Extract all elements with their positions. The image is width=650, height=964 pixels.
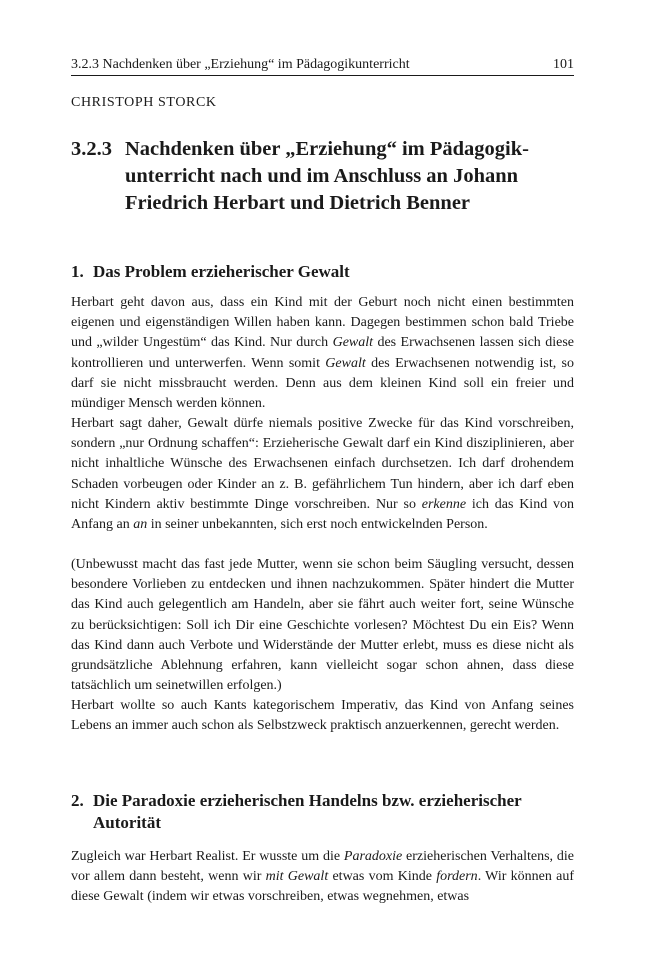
- chapter-title: [71, 136, 574, 217]
- emphasis: Gewalt: [325, 355, 366, 371]
- emphasis: fordern: [436, 869, 478, 885]
- running-head: [71, 56, 574, 76]
- section-number: 1.: [71, 262, 84, 281]
- author-name: CHRISTOPH STORCK: [71, 95, 217, 110]
- section-heading-1: [71, 261, 574, 283]
- paragraph: (Unbewusst macht das fast jede Mutter, wenn sie schon beim Säugling versucht, dessen besondere Vorlieben zu entdecken und ihnen nachzukommen. Später hindert die Mutter das Kind auch gelegentlich am Handeln, aber sie fährt auch weiter fort, seine Wünsche zu berücksichtigen: Soll ich Dir eine Geschichte vorlesen? Möchtest Du ein Eis? Wenn das Kind dann auch Verbote und Widerstände der Mutter erlebt, muss es diese nicht als grundsätzliche Ablehnung erfahren, kann vielleicht sogar schon ahnen, dass diese tatsächlich um seinetwillen erfolgen.): [71, 557, 574, 694]
- page-number: 101: [553, 57, 574, 72]
- paragraph: Herbart sagt daher, Gewalt dürfe niemals positive Zwecke für das Kind vorschreiben, sondern „nur Ordnung schaffen“: Erzieherische Gewalt darf ein Kind disziplinieren, aber nicht inhaltliche Wünsche des Erwachsenen einfach durchsetzen. Ich darf drohendem Schaden vorbeugen oder Kinder an z. B. gefährlichem Tun hindern, aber ich darf eben nicht Kindern aktiv bestimmte Dinge vorschreiben. Nur so erkenne ich das Kind von Anfang an an in seiner unbekannten, sich erst noch entwickelnden Person.: [71, 416, 574, 533]
- chapter-number: 3.2.3: [71, 138, 112, 160]
- paragraph: Herbart geht davon aus, dass ein Kind mit der Geburt noch nicht einen bestimmten eigenen und eigenständigen Willen haben kann. Dagegen bestimmen schon bald Triebe und „wilder Ungestüm“ das Kind. Nur durch Gewalt des Erwachsenen lassen sich diese kontrollieren und unterwerfen. Wenn somit Gewalt des Erwachsenen notwendig ist, so darf sie nicht missbraucht werden. Denn aus dem kleinen Kind soll ein freier und mündiger Mensch werden können.: [71, 295, 575, 412]
- emphasis: Gewalt: [332, 335, 374, 351]
- paragraph: Herbart wollte so auch Kants kategorischem Imperativ, das Kind von Anfang seines Lebens an immer auch schon als Selbstzweck praktisch anzuerkennen, gerecht werden.: [71, 698, 574, 734]
- emphasis: erkenne: [421, 496, 467, 512]
- emphasis: an: [133, 517, 148, 533]
- section-title: Die Paradoxie erzieherischen Handelns bzw. erzieherischer Autorität: [93, 791, 522, 832]
- chapter-title-text: Nachdenken über „Erziehung“ im Pädagogikunterricht nach und im Anschluss an Johann Friedrich Herbart und Dietrich Benner: [125, 138, 529, 214]
- section-title: Das Problem erzieherischer Gewalt: [93, 262, 350, 281]
- section-heading-2: [71, 790, 574, 834]
- emphasis: mit Gewalt: [265, 869, 329, 885]
- paragraph: Zugleich war Herbart Realist. Er wusste um die Paradoxie erzieherischen Verhaltens, die vor allem dann besteht, wenn wir mit Gewalt etwas vom Kinde fordern. Wir können auf diese Gewalt (indem wir etwas vorschreiben, etwas wegnehmen, etwas: [71, 849, 574, 905]
- section-number: 2.: [71, 791, 84, 810]
- running-head-title: 3.2.3 Nachdenken über „Erziehung“ im Pädagogikunterricht: [71, 57, 410, 72]
- emphasis: Paradoxie: [343, 849, 403, 864]
